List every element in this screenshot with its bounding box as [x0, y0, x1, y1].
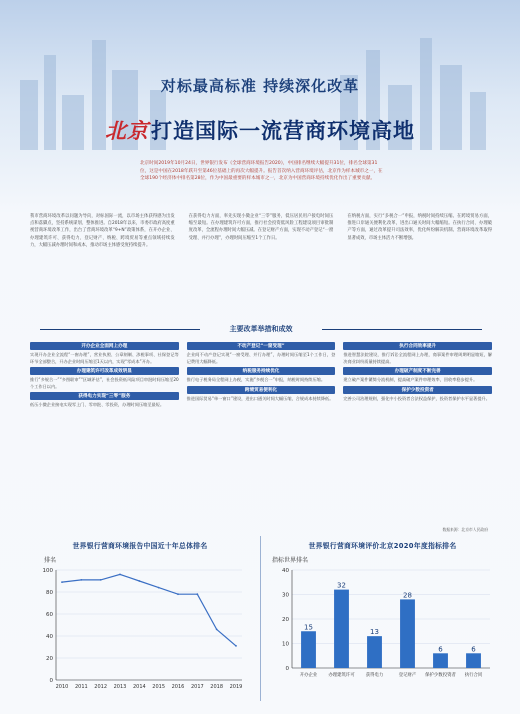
bar-chart-ytick: 20 — [282, 617, 289, 623]
bar-chart-category-label: 开办企业 — [299, 673, 318, 678]
bar-chart-ytick: 30 — [282, 592, 289, 599]
line-chart-point — [100, 579, 102, 581]
body-columns — [30, 213, 492, 313]
measure-heading: 跨境贸易便利化 — [187, 386, 336, 394]
measure-heading: 不动产登记“一窗受理” — [187, 342, 336, 350]
bar-chart-category-label: 执行合同 — [464, 673, 483, 678]
measure-heading: 保护少数投资者 — [343, 386, 492, 394]
bar-chart-ylabel: 指标世界排名 — [272, 557, 309, 564]
measures-grid — [30, 342, 492, 527]
measure-text: 建立破产案件繁简分流机制，提高破产案件审理效率，回收率稳步提升。 — [343, 377, 478, 383]
bar-chart-bar — [466, 653, 481, 668]
measures-column-1 — [30, 342, 179, 527]
credit-line: 数据来源：北京市人民政府 — [442, 527, 488, 532]
line-chart-ytick: 0 — [49, 678, 53, 684]
bar-chart — [270, 550, 495, 700]
bar-chart-title: 世界银行营商环境评价北京2020年度指标排名 — [308, 542, 457, 550]
line-chart — [30, 550, 250, 700]
line-chart-point — [196, 593, 198, 595]
line-chart-xtick: 2013 — [113, 684, 127, 690]
line-chart-point — [138, 580, 140, 582]
section-divider-right — [322, 329, 482, 330]
bar-chart-ytick: 0 — [285, 666, 289, 672]
measure-text: 推进智慧法院建设，推行诉讼全流程网上办理，商事案件审理周期明显缩短，解决商业纠纷质量持续提高。 — [343, 352, 493, 364]
bar-chart-ytick: 10 — [282, 641, 289, 648]
bar-chart-bar — [301, 631, 316, 668]
line-chart-point — [61, 581, 63, 583]
measures-column-2 — [187, 342, 336, 527]
title-text: 打造国际一流营商环境高地 — [151, 119, 415, 143]
line-chart-xtick: 2019 — [229, 684, 243, 690]
measure-text: 企业间不动产登记实现“一窗受理、并行办理”，办理时间压缩至1个工作日，登记费用大幅降低。 — [186, 352, 336, 364]
line-chart-ytick: 80 — [46, 590, 53, 596]
measure-text: 实现开办企业全流程“一窗办理”，营业执照、公章刻制、涉税事项、社保登记等环节全部整合，开办企业时间压缩至1天以内，实现“零成本”开办。 — [30, 352, 179, 364]
line-chart-xtick: 2011 — [74, 684, 88, 690]
bar-chart-ytick: 40 — [282, 568, 289, 574]
line-chart-xtick: 2018 — [210, 684, 224, 690]
line-chart-title: 世界银行营商环境报告中国近十年总体排名 — [72, 542, 208, 550]
line-chart-panel — [30, 540, 250, 705]
bar-chart-data-label: 28 — [403, 591, 412, 600]
intro-paragraph: 北京时间2019年10月24日，世界银行发布《全球营商环境报告2020》，中国排名继续大幅提升31位，排名全球第31位，这是中国在2018年跃升至第46位基础上的再次大幅提升。报告首次纳入营商环境评估，北京作为样本城市之一，在全球190个经济体中排名第28位，作为中国最重要的样本城市之一，北京为中国营商环境持续优化作出了重要贡献。 — [140, 161, 383, 181]
measure-text: 低压小微企业接电实现零上门、零审批、零投资，办理时间压缩至最短。 — [30, 402, 165, 408]
bar-chart-bar — [433, 653, 448, 668]
title-beijing: 北京 — [105, 118, 149, 143]
line-chart-point — [216, 629, 218, 631]
bar-chart-panel — [270, 540, 495, 705]
line-chart-ytick: 40 — [46, 634, 53, 640]
line-chart-xtick: 2010 — [55, 684, 69, 690]
body-column-3: 在纳税方面，实行“多税合一”申报，纳税时间持续压缩。在跨境贸易方面，推进口岸通关便利化改革，进出口通关时间大幅缩短。在执行合同、办理破产等方面，通过改革提升司法效率，优化纠纷解决机制。营商环境改革取得显著成效，市场主体活力不断增强。 — [347, 214, 493, 241]
line-chart-point — [158, 587, 160, 589]
body-column-1: 我市营商环境改革以问题为导向，对标国际一流，以市场主体获得感为出发点和落脚点，坚持系统谋划、整体推进。自2018年以来，市委市政府高度重视营商环境改革工作，出台了营商环境改革“9+N”政策体系，在开办企业、办理建筑许可、获得电力、登记财产、纳税、跨境贸易等重点领域持续发力，大幅压减办理时间和成本，推动市场主体感受度持续提升。 — [30, 214, 175, 248]
line-chart-ytick: 20 — [46, 656, 53, 662]
line-chart-ytick: 100 — [42, 568, 53, 574]
measure-text: 推行“多规合一”“多图联审”“区域评估”，社会投资低风险项目审批时间压缩至20个工作日以内。 — [30, 377, 179, 389]
line-chart-ytick: 60 — [46, 612, 53, 618]
chart-divider — [260, 536, 261, 701]
bar-chart-data-label: 13 — [370, 628, 379, 637]
bar-chart-data-label: 6 — [438, 645, 443, 654]
line-chart-ylabel: 排名 — [44, 557, 57, 564]
bar-chart-category-label: 获得电力 — [365, 673, 384, 678]
line-chart-point — [177, 593, 179, 595]
main-title: 对标最高标准 持续深化改革 — [160, 77, 360, 95]
body-column-2: 在获得电力方面，率先实现小微企业“三零”服务，低压居民用户接电时间压缩至最短。在办理建筑许可方面，推行社会投资低风险工程建设项目审批制度改革，全流程办理时间大幅压减。在登记财产方面，实现不动产登记“一窗受理、并行办理”，办理时间压缩至1个工作日。 — [188, 214, 334, 241]
bar-chart-bar — [400, 599, 415, 668]
measure-heading: 办理建筑许可改革成效明显 — [30, 367, 179, 375]
line-chart-xtick: 2016 — [171, 684, 185, 690]
bar-chart-data-label: 32 — [337, 581, 346, 590]
line-chart-xtick: 2017 — [190, 684, 204, 690]
bar-chart-category-label: 办理建筑许可 — [328, 673, 355, 678]
measures-column-3 — [343, 342, 492, 527]
bar-chart-category-label: 登记财产 — [398, 673, 417, 678]
line-chart-point — [80, 579, 82, 581]
section-title: 主要改革举措和成效 — [229, 325, 293, 333]
bar-chart-data-label: 6 — [471, 645, 476, 654]
measure-text: 推进国际贸易“单一窗口”建设，进出口通关时间大幅压缩，合规成本持续降低。 — [186, 395, 334, 401]
line-chart-xtick: 2014 — [132, 684, 146, 690]
measure-heading: 执行合同效率提升 — [343, 342, 492, 350]
measure-heading: 办理破产制度不断完善 — [343, 367, 492, 375]
bar-chart-bar — [367, 636, 382, 668]
measure-heading: 纳税服务持续优化 — [187, 367, 336, 375]
line-chart-point — [235, 645, 237, 647]
line-chart-point — [119, 574, 121, 576]
bar-chart-data-label: 15 — [304, 623, 313, 632]
bar-chart-category-label: 保护少数投资者 — [425, 673, 456, 678]
measure-text: 完善公司治理规则，强化中小投资者合法权益保护，投资者保护水平显著提升。 — [343, 395, 490, 401]
line-chart-series-line — [62, 574, 236, 646]
line-chart-xtick: 2012 — [94, 684, 108, 690]
bar-chart-bar — [334, 590, 349, 668]
line-chart-xtick: 2015 — [152, 684, 166, 690]
measure-heading: 获得电力实现“三零”服务 — [30, 392, 179, 400]
measure-text: 推行电子税务局全程网上办税，实施“多税合一”申报，纳税时间持续压缩。 — [186, 377, 326, 383]
section-header — [30, 322, 492, 336]
page-title — [0, 115, 520, 145]
measure-heading: 开办企业全面网上办理 — [30, 342, 179, 350]
